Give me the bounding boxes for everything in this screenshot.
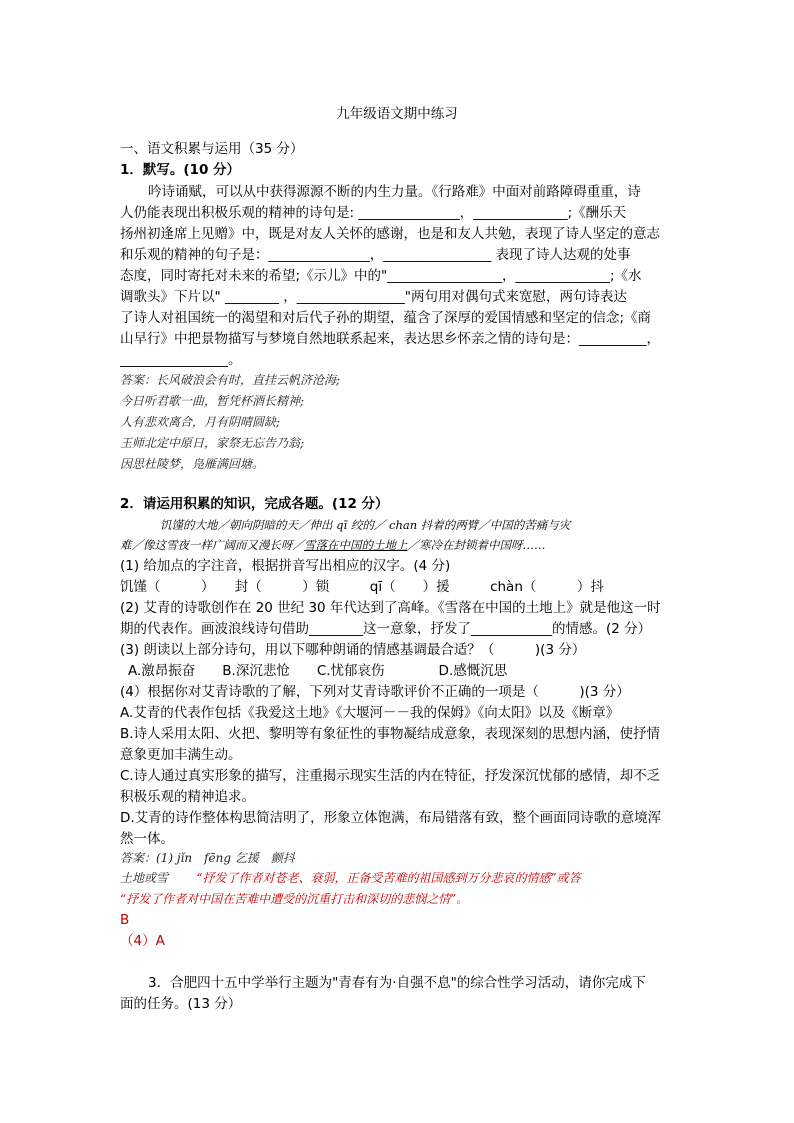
page-title: 九年级语文期中练习: [336, 106, 458, 122]
q3-text-line: 面的任务。(13 分）: [120, 996, 242, 1012]
q1-text-line: 吟诗诵赋，可以从中获得源源不断的内生力量。《行路难》中面对前路障碍重重，诗: [148, 184, 641, 200]
q2-answer-line: （4）A: [120, 933, 165, 949]
q2-answer-line: 答案：(1) jǐn fēng 乞援 颤抖: [120, 851, 295, 865]
q1-answer-line: 因思杜陵梦，凫雁满回塘。: [120, 457, 265, 471]
q2-answer-segment: “抒发了作者对苍老、衰弱，正备受苦难的祖国感到万分悲哀的情感”或答: [196, 871, 581, 885]
q2-answer-line: [120, 868, 680, 889]
q1-answer-line: 人有悲欢离合，月有阴晴圆缺;: [120, 415, 281, 429]
q1-answer-line: 答案：长风破浪会有时，直挂云帆济沧海;: [120, 373, 341, 387]
q3-text-line: 3．合肥四十五中学举行主题为"青春有为·自强不息"的综合性学习活动，请你完成下: [148, 975, 646, 991]
q2-answer-line: “抒发了作者对中国在苦难中遭受的沉重打击和深切的悲悯之情”。: [120, 892, 469, 906]
q2-sub1: (1) 给加点的字注音，根据拼音写出相应的汉字。(4 分): [120, 558, 451, 574]
q2-sub4: (4）根据你对艾青诗歌的了解，下列对艾青诗歌评价不正确的一项是（ )(3 分）: [120, 684, 630, 700]
section-heading: 一、语文积累与运用（35 分）: [120, 141, 304, 157]
q2-poem-segment: 难／像这雪夜一样广阔而又漫长呀／: [120, 538, 304, 552]
q2-option-d: D.艾青的诗作整体构思简洁明了，形象立体饱满，布局错落有致，整个画面同诗歌的意境浑: [120, 810, 662, 826]
q2-answer-segment: 土地或雪: [120, 871, 169, 885]
q2-poem-line: 饥馑的大地／朝向阴暗的天／伸出 qī 绞的／ chan 抖着的两臂／中国的苦痛与灾: [160, 518, 571, 532]
q1-answer-line: 今日听君歌一曲，暂凭杯酒长精神;: [120, 394, 305, 408]
q2-poem-line: [120, 535, 680, 556]
q2-option-d: 然一体。: [120, 831, 174, 847]
q2-sub1-blanks: 饥馑（ ） 封（ ）锁 qī（ ）援 chàn（ ）抖: [120, 579, 604, 595]
q1-text-line: 调歌头》下片以" ________ ，________________"两句用对偶句式来宽慰，两句诗表达: [120, 289, 628, 305]
q2-answer-line: B: [120, 912, 130, 928]
q2-option-b: B.诗人采用太阳、火把、黎明等有象征性的事物凝结成意象，表现深刻的思想内涵，使抒情: [120, 726, 661, 742]
q2-sub2: (2) 艾青的诗歌创作在 20 世纪 30 年代达到了高峰。《雪落在中国的土地上》就是他这一时: [120, 600, 661, 616]
q2-option-c: 积极乐观的精神追求。: [120, 789, 255, 805]
q2-sub2: 期的代表作。画波浪线诗句借助________这一意象，抒发了____________的情感。(2 分）: [120, 621, 652, 637]
q2-option-c: C.诗人通过真实形象的描写，注重揭示现实生活的内在特征，抒发深沉忧郁的感情，却不乏: [120, 768, 661, 784]
q1-text-line: 山早行》中把景物描写与梦境自然地联系起来，表达思乡怀亲之情的诗句是：__________，: [120, 331, 660, 347]
q2-poem-wavy-line: 雪落在中国的土地上: [304, 538, 408, 552]
q1-text-line: 扬州初逢席上见赠》中，既是对友人关怀的感谢，也是和友人共勉，表现了诗人坚定的意志: [120, 226, 660, 242]
q1-answer-line: 王师北定中原日，家祭无忘告乃翁;: [120, 436, 305, 450]
q2-option-b: 意象更加丰满生动。: [120, 747, 242, 763]
q1-text-line: 态度，同时寄托对未来的希望;《示儿》中的"_________________，______________;《水: [120, 268, 642, 284]
q2-sub3-options: A.激昂振奋 B.深沉悲怆 C.忧郁哀伤 D.感慨沉思: [128, 663, 508, 679]
q2-heading: 2．请运用积累的知识，完成各题。(12 分）: [120, 496, 389, 512]
q1-text-line: 人仍能表现出积极乐观的精神的诗句是: _______________，______________;《酬乐天: [120, 205, 627, 221]
q2-poem-segment: ／寒冷在封锁着中国呀……: [407, 538, 546, 552]
q1-text-line: 了诗人对祖国统一的渴望和对后代子孙的期望，蕴含了深厚的爱国情感和坚定的信念;《商: [120, 310, 652, 326]
q2-option-a: A.艾青的代表作包括《我爱这土地》《大堰河－－我的保姆》《向太阳》以及《断章》: [120, 705, 620, 721]
q1-text-line: 和乐观的精神的句子是：_______________，________________ 表现了诗人达观的处事: [120, 247, 631, 263]
q1-text-line: ________________。: [120, 352, 242, 368]
q2-sub3: (3) 朗读以上部分诗句，用以下哪种朗诵的情感基调最合适？（ )(3 分）: [120, 642, 586, 658]
q1-heading: 1．默写。(10 分）: [120, 162, 241, 178]
